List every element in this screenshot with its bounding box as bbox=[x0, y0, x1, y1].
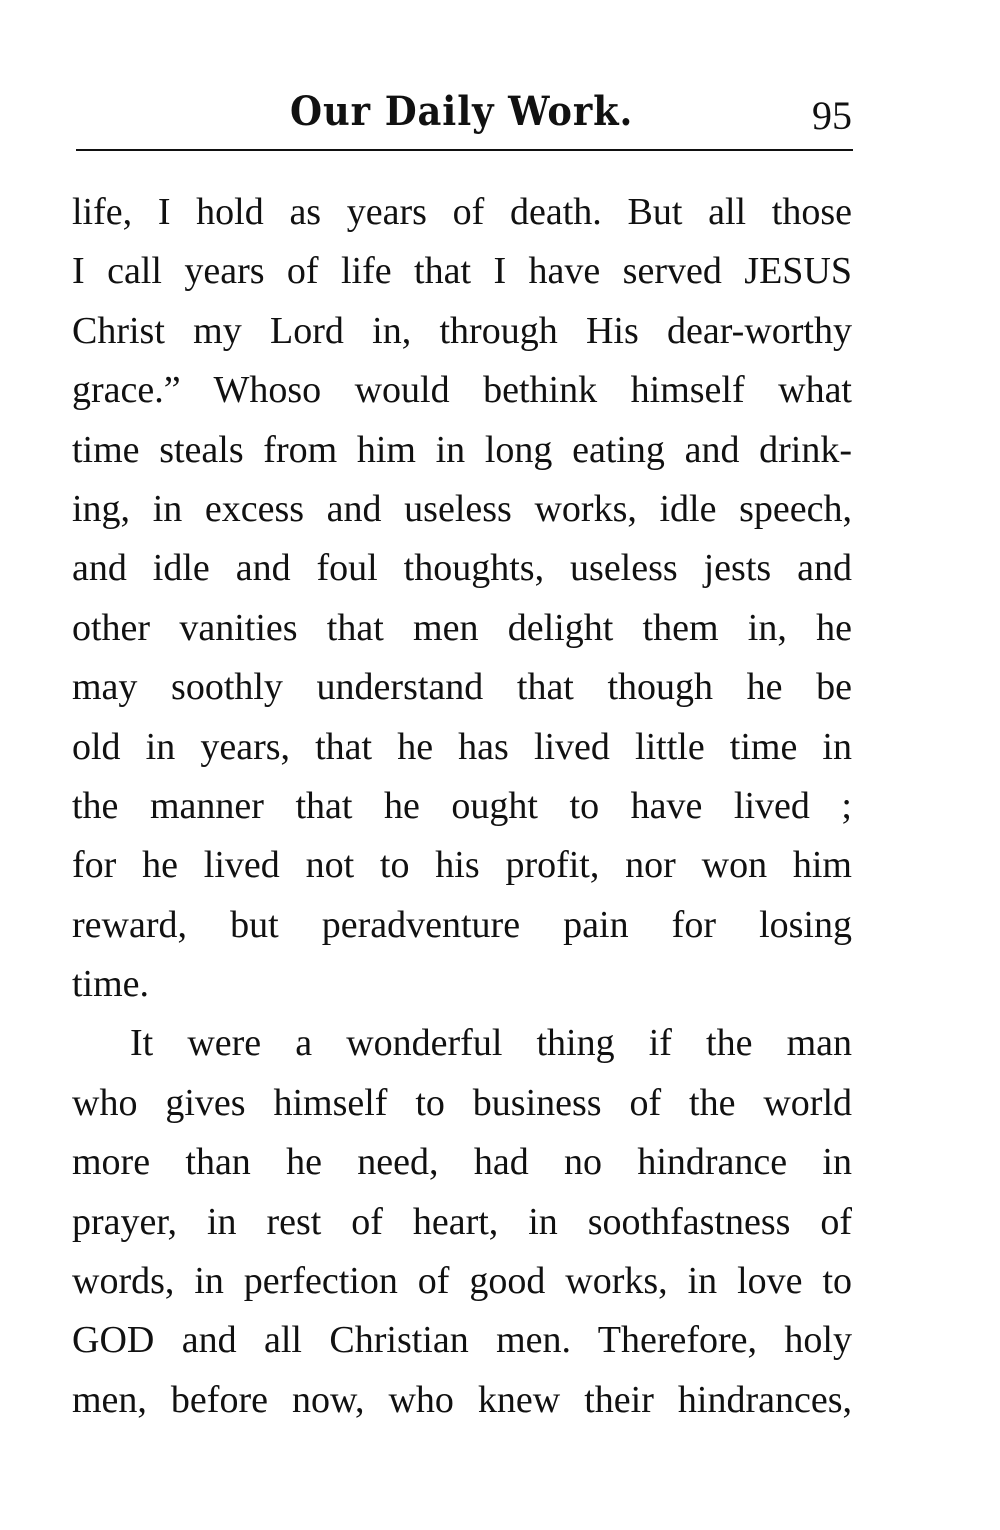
text-line: who gives himself to business of the world bbox=[72, 1081, 852, 1124]
text-line: I call years of life that I have served JESUS bbox=[72, 250, 852, 293]
text-line: old in years, that he has lived little time in bbox=[72, 725, 852, 768]
text-line: may soothly understand that though he be bbox=[72, 666, 852, 709]
text-line: other vanities that men delight them in, he bbox=[72, 606, 852, 649]
text-line: time. bbox=[72, 963, 150, 1006]
text-line: time steals from him in long eating and drink- bbox=[72, 428, 852, 471]
text-line: for he lived not to his profit, nor won him bbox=[72, 844, 852, 887]
text-line: grace.” Whoso would bethink himself what bbox=[72, 369, 852, 412]
header-rule bbox=[76, 149, 853, 151]
text-line: Christ my Lord in, through His dear-worthy bbox=[72, 309, 852, 352]
text-line: life, I hold as years of death. But all those bbox=[72, 191, 852, 233]
text-line: more than he need, had no hindrance in bbox=[72, 1141, 852, 1184]
text-line: words, in perfection of good works, in love to bbox=[72, 1260, 852, 1303]
page-title: Our Daily Work. bbox=[290, 88, 634, 135]
page-number: 95 bbox=[812, 93, 852, 138]
text-line: It were a wonderful thing if the man bbox=[130, 1022, 852, 1065]
text-line: men, before now, who knew their hindrances, bbox=[72, 1378, 852, 1421]
running-head bbox=[0, 80, 1000, 140]
text-line: ing, in excess and useless works, idle speech, bbox=[72, 487, 852, 530]
text-line: reward, but peradventure pain for losing bbox=[72, 903, 852, 946]
text-line: prayer, in rest of heart, in soothfastness of bbox=[72, 1200, 852, 1243]
text-line: the manner that he ought to have lived ; bbox=[72, 784, 852, 827]
text-line: GOD and all Christian men. Therefore, holy bbox=[72, 1319, 852, 1362]
text-line: and idle and foul thoughts, useless jests and bbox=[72, 547, 852, 590]
body-text bbox=[72, 183, 852, 1430]
